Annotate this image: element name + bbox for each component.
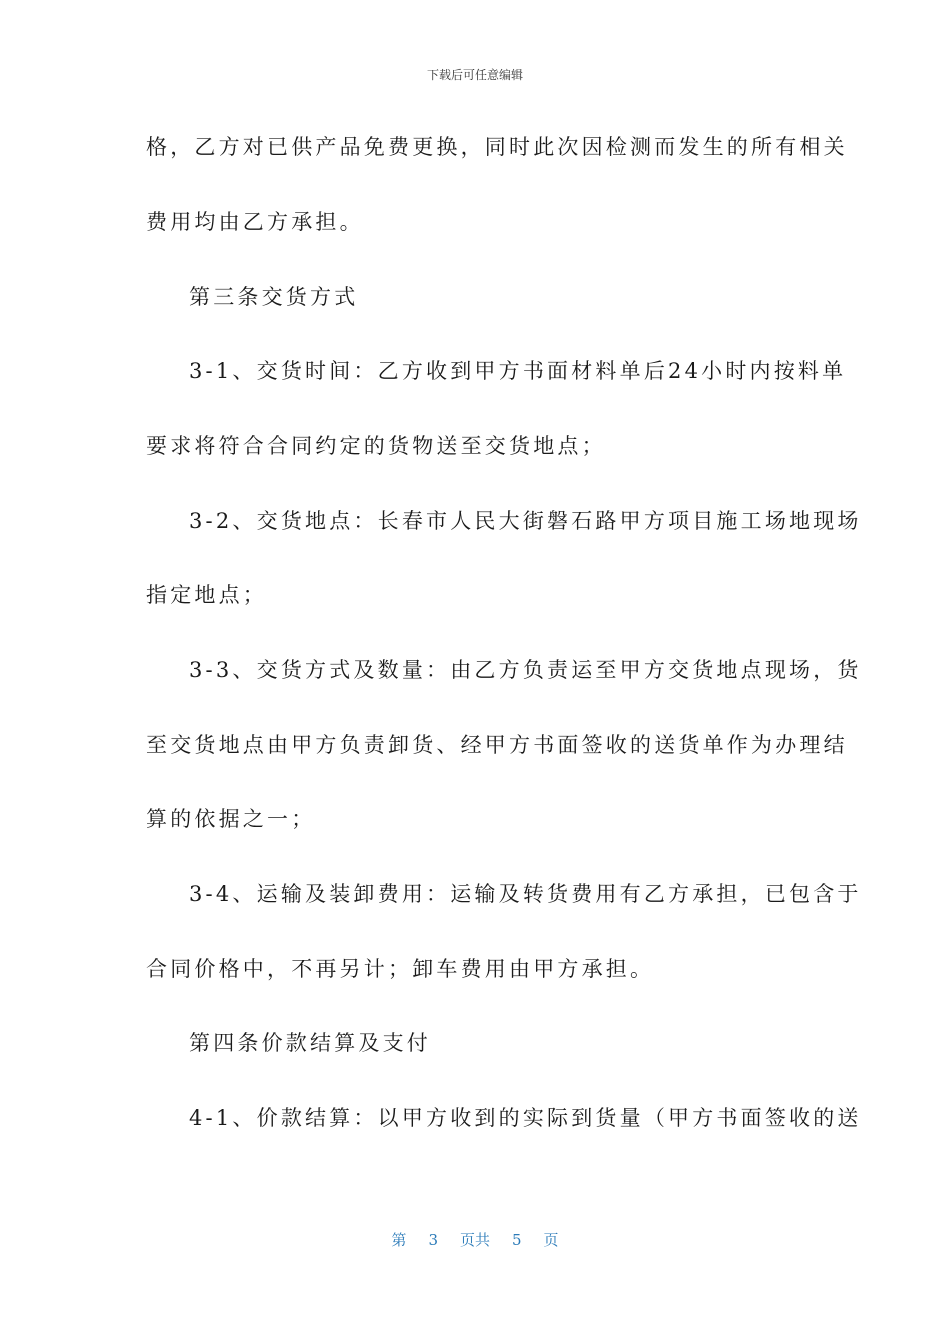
- footer-prefix: 第: [391, 1231, 407, 1249]
- section-heading: 第四条价款结算及支付: [189, 1031, 431, 1055]
- body-line: 至交货地点由甲方负责卸货、经甲方书面签收的送货单作为办理结: [146, 733, 848, 757]
- body-line: 费用均由乙方承担。: [146, 210, 364, 234]
- body-line: 算的依据之一；: [146, 807, 316, 831]
- section-heading: 第三条交货方式: [189, 285, 359, 309]
- body-line: 格，乙方对已供产品免费更换，同时此次因检测而发生的所有相关: [146, 135, 848, 159]
- body-line: 3-2、交货地点：长春市人民大街磐石路甲方项目施工场地现场: [189, 509, 862, 533]
- body-line: 3-4、运输及装卸费用：运输及转货费用有乙方承担，已包含于: [189, 882, 862, 906]
- total-pages-number: 5: [512, 1231, 522, 1249]
- body-line: 3-3、交货方式及数量：由乙方负责运至甲方交货地点现场，货: [189, 658, 862, 682]
- footer-suffix: 页: [543, 1231, 559, 1249]
- page-footer: [0, 1229, 950, 1250]
- body-line: 3-1、交货时间：乙方收到甲方书面材料单后24小时内按料单: [189, 359, 847, 383]
- body-line: 4-1、价款结算：以甲方收到的实际到货量（甲方书面签收的送: [189, 1106, 862, 1130]
- body-line: 合同价格中，不再另计；卸车费用由甲方承担。: [146, 957, 655, 981]
- page-header: 下载后可任意编辑: [426, 68, 523, 82]
- body-line: 要求将符合合同约定的货物送至交货地点；: [146, 434, 606, 458]
- current-page-number: 3: [428, 1231, 438, 1249]
- body-line: 指定地点；: [146, 583, 267, 607]
- footer-middle: 页共: [459, 1231, 490, 1249]
